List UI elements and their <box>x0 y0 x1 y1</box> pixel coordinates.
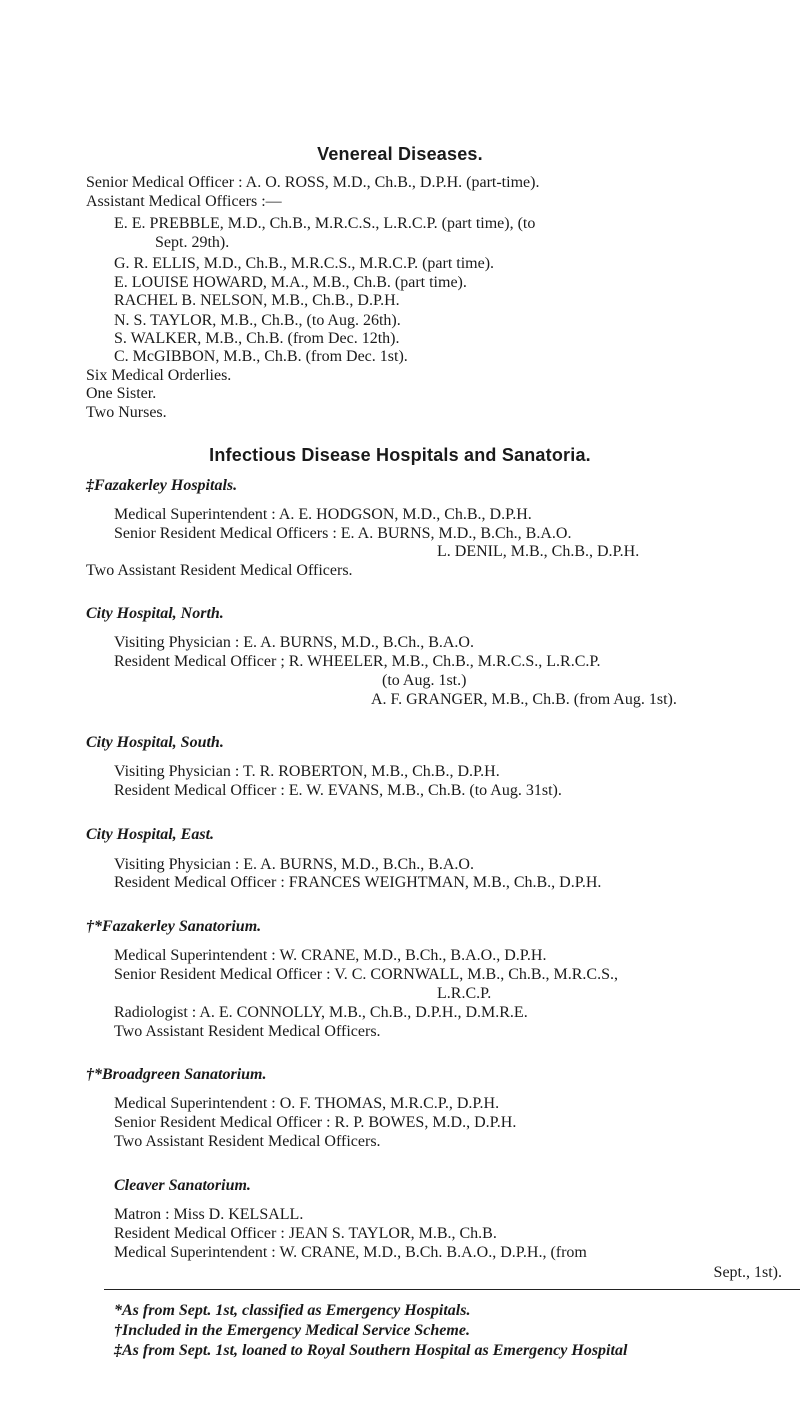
subheading-fazakerley-sanatorium: †*Fazakerley Sanatorium. <box>86 918 262 935</box>
text-line: Assistant Medical Officers :— <box>86 193 282 210</box>
text-line: Sept., 1st). <box>713 1264 782 1281</box>
text-line: Senior Resident Medical Officer : R. P. BOWES, M.D., D.P.H. <box>114 1114 517 1131</box>
text-line: Two Assistant Resident Medical Officers. <box>86 562 353 579</box>
text-line: Senior Medical Officer : A. O. ROSS, M.D., Ch.B., D.P.H. (part-time). <box>86 174 540 191</box>
footnote-double-dagger: ‡As from Sept. 1st, loaned to Royal Southern Hospital as Emergency Hospital <box>114 1342 628 1359</box>
text-line: Resident Medical Officer : JEAN S. TAYLOR, M.B., Ch.B. <box>114 1225 497 1242</box>
text-line: Medical Superintendent : O. F. THOMAS, M.R.C.P., D.P.H. <box>114 1095 500 1112</box>
text-line: N. S. TAYLOR, M.B., Ch.B., (to Aug. 26th). <box>114 312 401 329</box>
text-line: Medical Superintendent : W. CRANE, M.D., B.Ch. B.A.O., D.P.H., (from <box>114 1244 587 1261</box>
text-line: Visiting Physician : T. R. ROBERTON, M.B., Ch.B., D.P.H. <box>114 763 500 780</box>
text-line: Senior Resident Medical Officers : E. A. BURNS, M.D., B.Ch., B.A.O. <box>114 525 572 542</box>
text-line: Resident Medical Officer : E. W. EVANS, M.B., Ch.B. (to Aug. 31st). <box>114 782 562 799</box>
text-line: Medical Superintendent : W. CRANE, M.D., B.Ch., B.A.O., D.P.H. <box>114 947 547 964</box>
text-line: One Sister. <box>86 385 157 402</box>
subheading-broadgreen: †*Broadgreen Sanatorium. <box>86 1066 267 1083</box>
text-line: E. LOUISE HOWARD, M.A., M.B., Ch.B. (part time). <box>114 274 467 291</box>
text-line: (to Aug. 1st.) <box>382 672 467 689</box>
text-line: C. McGIBBON, M.B., Ch.B. (from Dec. 1st). <box>114 348 408 365</box>
text-line: A. F. GRANGER, M.B., Ch.B. (from Aug. 1st). <box>371 691 677 708</box>
text-line: E. E. PREBBLE, M.D., Ch.B., M.R.C.S., L.R.C.P. (part time), (to <box>114 215 536 232</box>
subheading-city-south: City Hospital, South. <box>86 734 224 751</box>
footnote-asterisk: *As from Sept. 1st, classified as Emergency Hospitals. <box>114 1302 471 1319</box>
text-line: Six Medical Orderlies. <box>86 367 232 384</box>
text-line: Two Assistant Resident Medical Officers. <box>114 1133 381 1150</box>
subheading-city-east: City Hospital, East. <box>86 826 215 843</box>
subheading-fazakerley-hospitals: ‡Fazakerley Hospitals. <box>86 477 238 494</box>
text-line: G. R. ELLIS, M.D., Ch.B., M.R.C.S., M.R.C.P. (part time). <box>114 255 495 272</box>
subheading-city-north: City Hospital, North. <box>86 605 224 622</box>
text-line: Visiting Physician : E. A. BURNS, M.D., B.Ch., B.A.O. <box>114 634 474 651</box>
subheading-cleaver: Cleaver Sanatorium. <box>114 1177 251 1194</box>
text-line: Two Assistant Resident Medical Officers. <box>114 1023 381 1040</box>
footnote-divider <box>104 1289 800 1290</box>
footnote-dagger: †Included in the Emergency Medical Service Scheme. <box>114 1322 470 1339</box>
text-line: Medical Superintendent : A. E. HODGSON, M.D., Ch.B., D.P.H. <box>114 506 532 523</box>
text-line: L. DENIL, M.B., Ch.B., D.P.H. <box>437 543 640 560</box>
text-line: S. WALKER, M.B., Ch.B. (from Dec. 12th). <box>114 330 400 347</box>
text-line: Visiting Physician : E. A. BURNS, M.D., B.Ch., B.A.O. <box>114 856 474 873</box>
text-line: Resident Medical Officer : FRANCES WEIGHTMAN, M.B., Ch.B., D.P.H. <box>114 874 602 891</box>
section-heading-infectious: Infectious Disease Hospitals and Sanatoria. <box>209 445 591 465</box>
section-heading-venereal: Venereal Diseases. <box>317 144 483 164</box>
text-line: RACHEL B. NELSON, M.B., Ch.B., D.P.H. <box>114 292 400 309</box>
text-line: Matron : Miss D. KELSALL. <box>114 1206 304 1223</box>
text-line: L.R.C.P. <box>437 985 492 1002</box>
text-line: Resident Medical Officer ; R. WHEELER, M.B., Ch.B., M.R.C.S., L.R.C.P. <box>114 653 601 670</box>
text-line: Sept. 29th). <box>155 234 230 251</box>
text-line: Senior Resident Medical Officer : V. C. CORNWALL, M.B., Ch.B., M.R.C.S., <box>114 966 618 983</box>
text-line: Two Nurses. <box>86 404 167 421</box>
text-line: Radiologist : A. E. CONNOLLY, M.B., Ch.B., D.P.H., D.M.R.E. <box>114 1004 528 1021</box>
